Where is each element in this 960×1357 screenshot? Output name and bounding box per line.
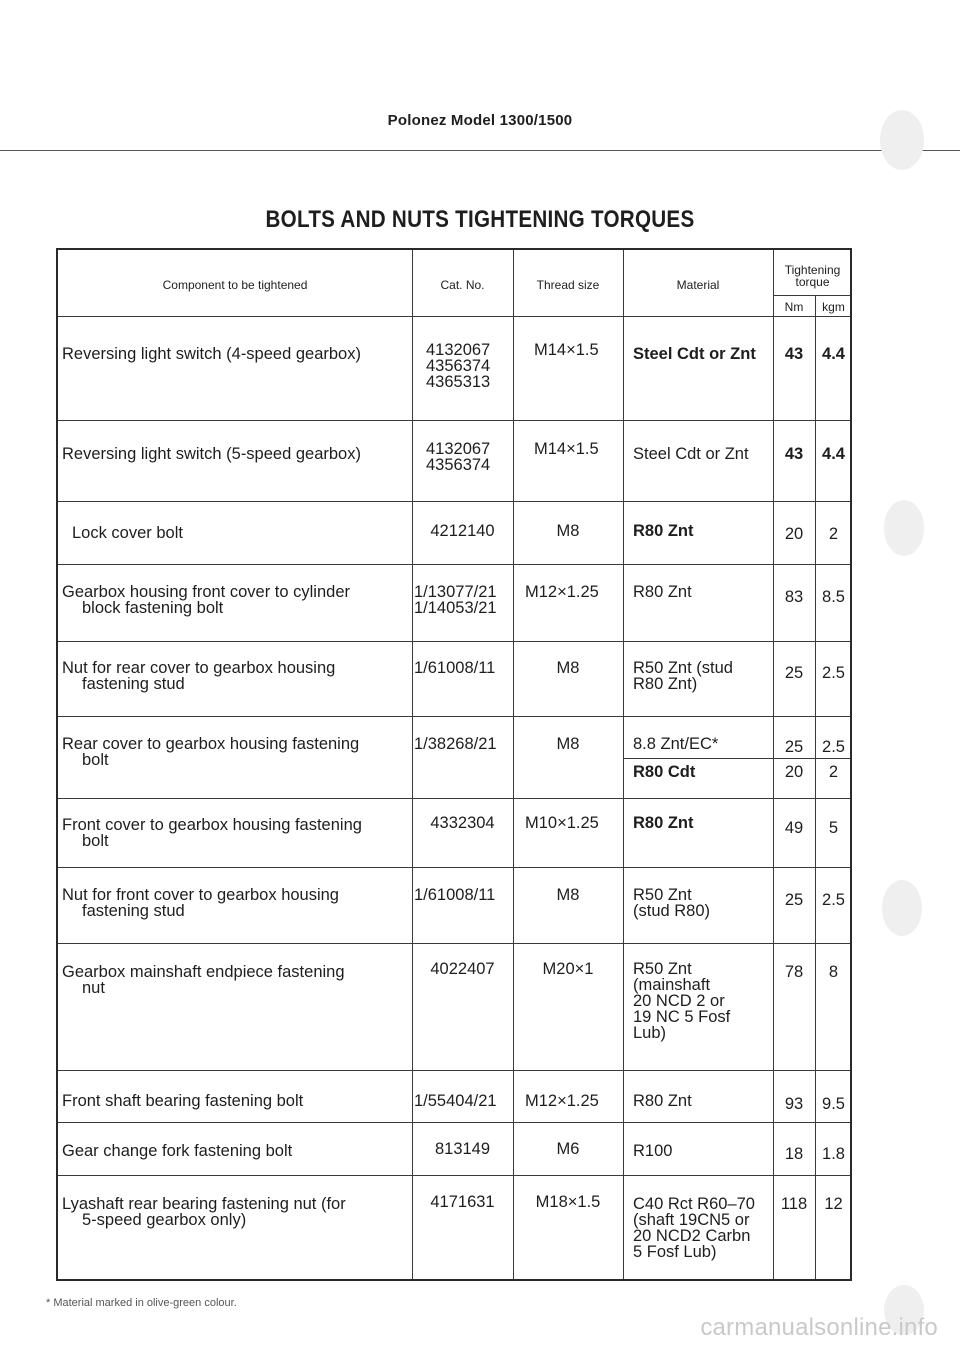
- row-component: Front cover to gearbox housing fastening bolt: [62, 816, 362, 850]
- row-material: R80 Znt: [633, 583, 692, 601]
- row-cat-no: 1/61008/11: [414, 659, 496, 677]
- row-divider: [58, 1122, 850, 1123]
- column-divider: [815, 295, 816, 1279]
- row-torque-kgm-alt: 2: [828, 763, 839, 781]
- row-divider: [58, 798, 850, 799]
- row-thread-size: M14×1.5: [534, 440, 599, 458]
- row-torque-kgm: 2.5: [822, 891, 845, 909]
- row-material-alt: R80 Cdt: [633, 763, 696, 781]
- row-thread-size: M20×1: [542, 960, 594, 978]
- row-thread-size: M12×1.25: [525, 1092, 599, 1110]
- row-cat-no: 4212140: [430, 522, 495, 540]
- row-torque-nm-alt: 20: [784, 763, 804, 781]
- header-material: Material: [676, 278, 720, 292]
- row-component: Gearbox housing front cover to cylinder block fastening bolt: [62, 583, 350, 617]
- row-divider: [58, 943, 850, 944]
- torque-table: [56, 248, 852, 1281]
- row-thread-size: M8: [556, 659, 580, 677]
- margin-stain: [884, 500, 924, 556]
- row-torque-kgm: 9.5: [822, 1095, 845, 1113]
- row-torque-kgm: 4.4: [822, 445, 845, 463]
- row-cat-no: 1/38268/21: [414, 735, 497, 753]
- row-divider: [58, 501, 850, 502]
- row-torque-kgm: 8.5: [822, 588, 845, 606]
- row-torque-nm: 118: [780, 1195, 808, 1213]
- column-divider: [513, 250, 514, 1279]
- row-material: R50 Znt (mainshaft 20 NCD 2 or 19 NC 5 Fosf Lub): [633, 960, 731, 1042]
- header-tightening-torque: Tightening torque: [784, 263, 841, 289]
- row-torque-kgm: 2.5: [822, 664, 845, 682]
- row-divider: [58, 1175, 850, 1176]
- header-nm: Nm: [784, 300, 804, 314]
- margin-stain: [882, 880, 922, 936]
- row-cat-no: 1/55404/21: [414, 1092, 497, 1110]
- row-torque-kgm: 1.8: [822, 1145, 845, 1163]
- row-torque-kgm: 5: [828, 819, 839, 837]
- row-thread-size: M18×1.5: [535, 1193, 601, 1211]
- row-material: R50 Znt (stud R80 Znt): [633, 659, 733, 693]
- row-torque-nm: 43: [784, 345, 804, 363]
- row-torque-nm: 49: [784, 819, 804, 837]
- row-torque-nm: 93: [784, 1095, 804, 1113]
- header-subdivider: [773, 295, 850, 296]
- row-thread-size: M12×1.25: [525, 583, 599, 601]
- row-torque-nm: 18: [784, 1145, 804, 1163]
- row-component: Rear cover to gearbox housing fastening bolt: [62, 735, 360, 769]
- row-torque-kgm: 2.5: [822, 738, 845, 756]
- row-torque-nm: 25: [784, 891, 804, 909]
- row-thread-size: M8: [556, 735, 580, 753]
- row-divider: [58, 641, 850, 642]
- row-cat-no: 1/61008/11: [414, 886, 496, 904]
- margin-stain: [880, 110, 924, 170]
- row-torque-nm: 25: [784, 738, 804, 756]
- row-torque-nm: 78: [784, 963, 804, 981]
- row-torque-kgm: 8: [828, 963, 839, 981]
- row-cat-no: 4132067 4356374: [426, 440, 491, 474]
- header-component: Component to be tightened: [162, 278, 308, 292]
- row-material: R80 Znt: [633, 522, 694, 540]
- row-component: Gear change fork fastening bolt: [62, 1142, 293, 1160]
- row-component: Reversing light switch (5-speed gearbox): [62, 445, 361, 463]
- row-component: Nut for front cover to gearbox housing fastening stud: [62, 886, 339, 920]
- header-cat-no: Cat. No.: [440, 278, 485, 292]
- row-component: Reversing light switch (4-speed gearbox): [62, 345, 361, 363]
- row-divider: [58, 564, 850, 565]
- row-cat-no: 4332304: [430, 814, 495, 832]
- row-torque-nm: 83: [784, 588, 804, 606]
- row-torque-nm: 43: [784, 445, 804, 463]
- row-divider: [58, 420, 850, 421]
- row-material: R80 Znt: [633, 1092, 692, 1110]
- row-material: C40 Rct R60–70 (shaft 19CN5 or 20 NCD2 Carbn 5 Fosf Lub): [633, 1195, 755, 1261]
- cell-subdivider: [623, 758, 850, 759]
- row-torque-kgm: 12: [824, 1195, 843, 1213]
- watermark: carmanualsonline.info: [700, 1314, 938, 1341]
- row-cat-no: 4132067 4356374 4365313: [426, 341, 491, 391]
- running-header: Polonez Model 1300/1500: [387, 112, 573, 129]
- row-material: R80 Znt: [633, 814, 694, 832]
- page-title: BOLTS AND NUTS TIGHTENING TORQUES: [265, 206, 695, 233]
- row-component: Front shaft bearing fastening bolt: [62, 1092, 304, 1110]
- footnote: * Material marked in olive-green colour.: [46, 1297, 237, 1309]
- row-torque-kgm: 4.4: [822, 345, 845, 363]
- row-material: R50 Znt (stud R80): [633, 886, 711, 920]
- row-cat-no: 4022407: [430, 960, 495, 978]
- row-torque-nm: 25: [784, 664, 804, 682]
- row-cat-no: 1/13077/21 1/14053/21: [414, 583, 497, 617]
- row-component: Lyashaft rear bearing fastening nut (for 5-speed gearbox only): [62, 1195, 346, 1229]
- row-thread-size: M8: [556, 886, 580, 904]
- row-component: Gearbox mainshaft endpiece fastening nut: [62, 963, 345, 997]
- header-rule: [0, 150, 960, 151]
- row-divider: [58, 716, 850, 717]
- header-thread-size: Thread size: [536, 278, 600, 292]
- row-thread-size: M6: [556, 1140, 580, 1158]
- row-component: Lock cover bolt: [72, 524, 183, 542]
- row-divider: [58, 1070, 850, 1071]
- header-kgm: kgm: [822, 300, 845, 314]
- column-divider: [412, 250, 413, 1279]
- row-material: Steel Cdt or Znt: [633, 345, 756, 363]
- row-divider: [58, 867, 850, 868]
- row-component: Nut for rear cover to gearbox housing fastening stud: [62, 659, 336, 693]
- row-cat-no: 813149: [434, 1140, 491, 1158]
- row-material: 8.8 Znt/EC*: [633, 735, 719, 753]
- header-divider: [58, 316, 850, 317]
- row-material: Steel Cdt or Znt: [633, 445, 749, 463]
- row-thread-size: M10×1.25: [525, 814, 599, 832]
- row-thread-size: M8: [556, 522, 580, 540]
- row-cat-no: 4171631: [430, 1193, 495, 1211]
- row-torque-nm: 20: [784, 525, 804, 543]
- column-divider: [623, 250, 624, 1279]
- row-thread-size: M14×1.5: [534, 341, 599, 359]
- row-material: R100: [633, 1142, 673, 1160]
- row-torque-kgm: 2: [828, 525, 839, 543]
